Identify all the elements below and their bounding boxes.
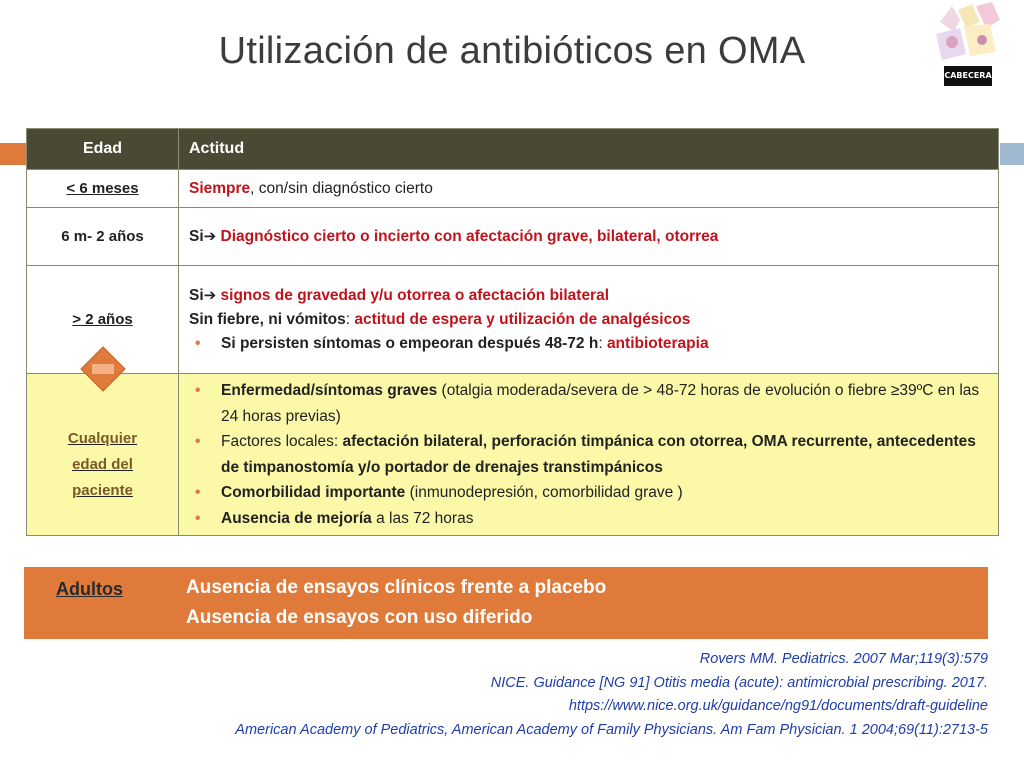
action-text: Diagnóstico cierto o incierto con afectación grave, bilateral, otorrea — [216, 227, 719, 245]
references — [235, 648, 988, 742]
action-lead: Sin fiebre, ni vómitos — [189, 310, 346, 328]
header-age: Edad — [27, 129, 179, 170]
action-cell — [179, 374, 999, 536]
reference-item: Rovers MM. Pediatrics. 2007 Mar;119(3):579 — [699, 651, 988, 667]
reference-link[interactable]: https://www.nice.org.uk/guidance/ng91/documents/draft-guideline — [568, 698, 988, 714]
accent-bar-left — [0, 143, 26, 165]
table-header-row — [27, 129, 999, 170]
action-emphasis: Siempre — [189, 179, 251, 197]
adults-label: Adultos — [56, 579, 123, 599]
adults-line-1: Ausencia de ensayos clínicos frente a placebo — [186, 577, 607, 598]
action-cell — [179, 266, 999, 374]
double-arrow-icon — [80, 346, 126, 392]
adults-line-2: Ausencia de ensayos con uso diferido — [186, 607, 533, 628]
action-text: actitud de espera y utilización de analgésicos — [354, 310, 691, 328]
age-cell: 6 m- 2 años — [27, 208, 179, 266]
list-item: • Enfermedad/síntomas graves (otalgia moderada/severa de > 48-72 horas de evolución o fiebre ≥39ºC en las 24 horas previas) — [209, 378, 988, 429]
action-cell — [179, 208, 999, 266]
action-lead: Si — [189, 286, 204, 304]
reference-item: NICE. Guidance [NG 91] Otitis media (acute): antimicrobial prescribing. 2017. — [490, 674, 988, 691]
reference-item: American Academy of Pediatrics, American Academy of Family Physicians. Am Fam Physician. 1 2004;69(11):2713-5 — [235, 721, 988, 738]
logo-label: CABECERA — [944, 71, 992, 80]
list-item: • Comorbilidad importante (inmunodepresión, comorbilidad grave ) — [209, 480, 988, 506]
action-cell — [179, 170, 999, 208]
age-cell: Cualquier edad del paciente — [27, 374, 179, 536]
page-title: Utilización de antibióticos en OMA — [218, 30, 806, 72]
arrow-right-icon: ➔ — [203, 286, 217, 304]
action-text: signos de gravedad y/u otorrea o afectación bilateral — [216, 286, 610, 304]
table-row — [27, 170, 999, 208]
adults-box — [24, 567, 988, 639]
header-action: Actitud — [179, 129, 999, 170]
cabecera-logo-icon — [930, 2, 1006, 88]
list-item: • Si persisten síntomas o empeoran después 48-72 h: antibioterapia — [209, 332, 988, 356]
age-cell: > 2 años — [27, 266, 179, 374]
list-item: • Factores locales: afectación bilateral, perforación timpánica con otorrea, OMA recurrente, antecedentes de timpanostomía y/o portador de drenajes transtimpánicos — [209, 429, 988, 480]
table-row — [27, 374, 999, 536]
action-lead: Si — [189, 227, 204, 245]
antibiotic-table — [26, 128, 999, 536]
table-row — [27, 266, 999, 374]
age-cell: < 6 meses — [27, 170, 179, 208]
action-text: , con/sin diagnóstico cierto — [250, 179, 433, 197]
action-colon: : — [345, 310, 355, 328]
table-row — [27, 208, 999, 266]
list-item: • Ausencia de mejoría a las 72 horas — [209, 506, 988, 532]
arrow-right-icon: ➔ — [203, 227, 217, 245]
accent-bar-right — [1000, 143, 1024, 165]
